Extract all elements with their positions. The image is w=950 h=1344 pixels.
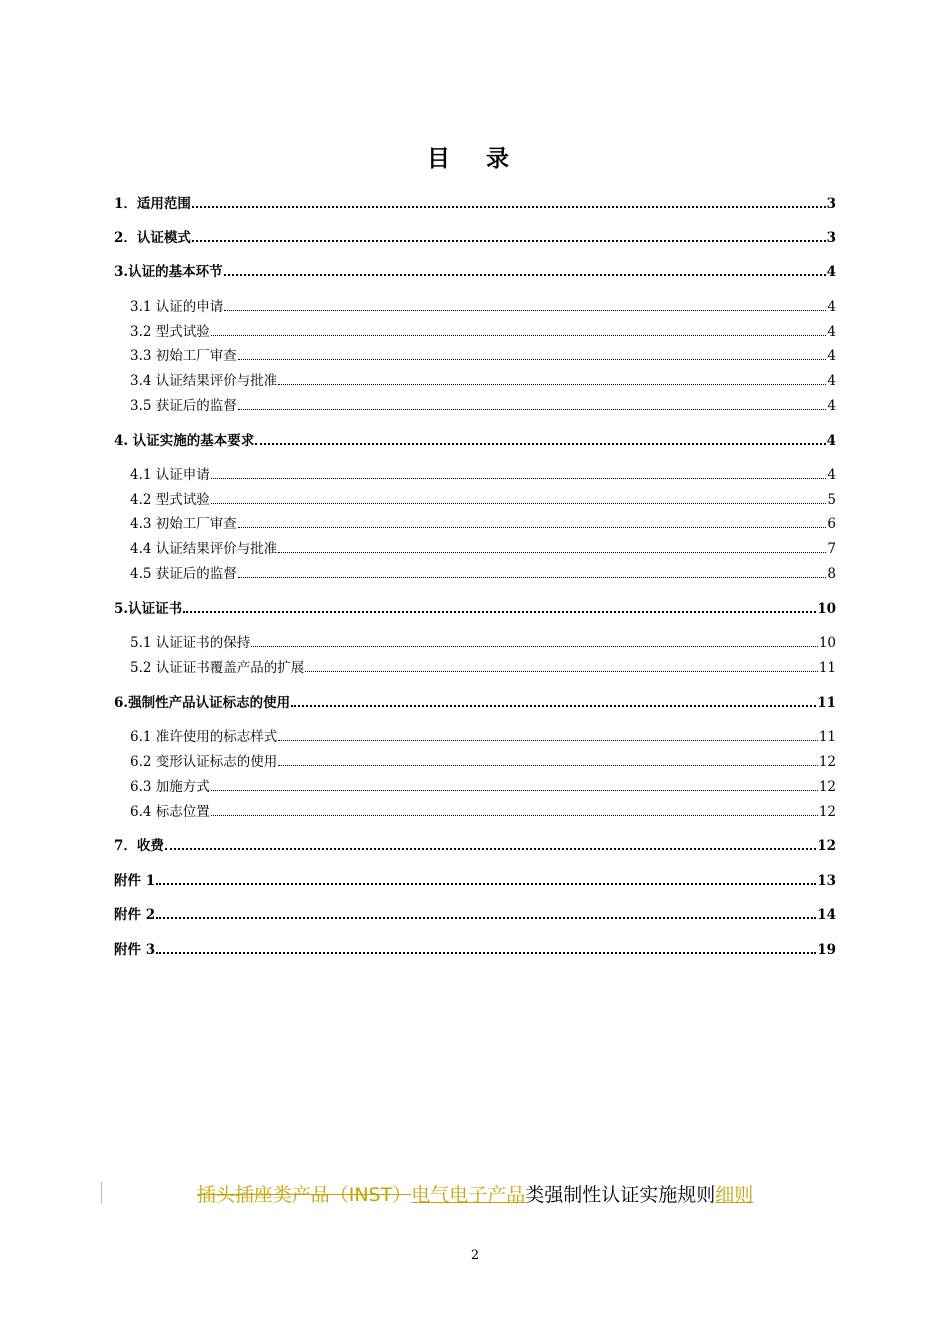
toc-entry-page: 4 [827, 348, 836, 364]
toc-entry[interactable] [130, 535, 836, 557]
toc-entry[interactable] [114, 258, 836, 280]
toc-entry-label: 4.4 认证结果评价与批准 [130, 541, 278, 557]
toc-entry[interactable] [130, 723, 836, 745]
toc-entry-label: 6.2 变形认证标志的使用 [130, 754, 278, 770]
toc-dot-leader [238, 526, 827, 528]
toc-dot-leader [192, 239, 826, 242]
toc-entry-label: 附件 3 [114, 942, 156, 958]
toc-entry-page: 11 [817, 695, 836, 711]
toc-entry-label: 3.2 型式试验 [130, 324, 210, 340]
toc-dot-leader [211, 814, 818, 816]
toc-entry-page: 6 [827, 516, 836, 532]
toc-entry-page: 10 [817, 601, 836, 617]
footer-text: 类强制性认证实施规则 [525, 1184, 716, 1206]
toc-entry-label: 5.1 认证证书的保持 [130, 635, 251, 651]
toc-entry-label: 6.1 准许使用的标志样式 [130, 729, 278, 745]
toc-entry[interactable] [114, 832, 836, 854]
toc-entry-label: 4.2 型式试验 [130, 492, 210, 508]
toc-entry[interactable] [130, 560, 836, 582]
toc-entry-label: 附件 1 [114, 873, 156, 889]
toc-entry-label: 5.2 认证证书覆盖产品的扩展 [130, 660, 305, 676]
inserted-suffix: 细则 [715, 1184, 754, 1206]
toc-entry-page: 19 [817, 942, 836, 958]
toc-dot-leader [278, 383, 826, 385]
toc-dot-leader [156, 916, 816, 919]
toc-entry[interactable] [114, 867, 836, 889]
toc-entry-page: 12 [817, 838, 836, 854]
toc-entry-page: 4 [826, 264, 836, 280]
toc-entry-page: 12 [818, 779, 836, 795]
toc-entry[interactable] [130, 629, 836, 651]
toc-dot-leader [183, 610, 816, 613]
toc-entry-page: 14 [817, 907, 836, 923]
deleted-text: 插头插座类产品（INST） [196, 1184, 412, 1206]
toc-entry[interactable] [130, 748, 836, 770]
toc-entry-label: 3.认证的基本环节 [114, 264, 223, 280]
toc-entry-label: 5.认证证书 [114, 601, 183, 617]
toc-entry-page: 4 [826, 433, 836, 449]
toc-entry[interactable] [130, 392, 836, 414]
toc-entry-page: 13 [817, 873, 836, 889]
toc-dot-leader [156, 882, 816, 885]
toc-title: 目 录 [426, 146, 523, 172]
toc-entry[interactable] [130, 342, 836, 364]
toc-entry[interactable] [114, 427, 836, 449]
toc-entry-page: 4 [827, 324, 836, 340]
toc-dot-leader [238, 408, 827, 410]
toc-dot-leader [291, 704, 816, 707]
toc-dot-leader [278, 551, 826, 553]
toc-dot-leader [278, 739, 818, 741]
toc-entry[interactable] [130, 318, 836, 340]
toc-entry[interactable] [130, 510, 836, 532]
toc-entry-label: 6.强制性产品认证标志的使用 [114, 695, 291, 711]
toc-entry[interactable] [130, 293, 836, 315]
toc-entry-page: 8 [827, 566, 836, 582]
toc-entry-page: 3 [826, 196, 836, 212]
document-footer-title [0, 1180, 950, 1207]
toc-dot-leader [238, 576, 827, 578]
toc-entry-page: 4 [827, 373, 836, 389]
toc-entry-page: 12 [818, 804, 836, 820]
toc-dot-leader [305, 670, 818, 672]
toc-entry-page: 12 [818, 754, 836, 770]
toc-entry[interactable] [130, 654, 836, 676]
toc-entry[interactable] [130, 773, 836, 795]
toc-entry[interactable] [114, 190, 836, 212]
toc-entry-label: 4.5 获证后的监督 [130, 566, 237, 582]
toc-entry-page: 4 [827, 398, 836, 414]
toc-dot-leader [278, 764, 818, 766]
toc-entry-label: 6.4 标志位置 [130, 804, 210, 820]
toc-dot-leader [211, 789, 818, 791]
toc-dot-leader [211, 477, 827, 479]
toc-entry-label: 7．收费 [114, 838, 164, 854]
toc-entry-label: 1．适用范围 [114, 196, 191, 212]
toc-entry-page: 10 [818, 635, 836, 651]
toc-entry[interactable] [130, 461, 836, 483]
toc-entry-label: 3.1 认证的申请 [130, 299, 224, 315]
toc-dot-leader [192, 205, 826, 208]
toc-entry[interactable] [114, 901, 836, 923]
toc-entry-page: 11 [818, 660, 836, 676]
toc-entry[interactable] [114, 224, 836, 246]
toc-entry-label: 附件 2 [114, 907, 156, 923]
toc-dot-leader [165, 847, 816, 850]
toc-entry-page: 7 [827, 541, 836, 557]
toc-entry[interactable] [130, 486, 836, 508]
toc-entry-page: 3 [826, 230, 836, 246]
toc-dot-leader [224, 309, 826, 311]
toc-dot-leader [211, 334, 827, 336]
toc-entry-label: 3.3 初始工厂审查 [130, 348, 237, 364]
toc-entry-label: 6.3 加施方式 [130, 779, 210, 795]
toc-dot-leader [238, 358, 827, 360]
toc-entry-label: 3.4 认证结果评价与批准 [130, 373, 278, 389]
toc-dot-leader [224, 273, 826, 276]
toc-dot-leader [255, 442, 825, 445]
toc-entry-label: 4.3 初始工厂审查 [130, 516, 237, 532]
toc-entry-page: 4 [827, 299, 836, 315]
toc-dot-leader [211, 502, 827, 504]
inserted-text: 电气电子产品 [411, 1184, 526, 1206]
toc-entry-page: 11 [818, 729, 836, 745]
toc-entry-page: 5 [827, 492, 836, 508]
toc-entry-label: 2．认证模式 [114, 230, 191, 246]
toc-entry-label: 4. 认证实施的基本要求 [114, 433, 255, 449]
toc-entry[interactable] [114, 936, 836, 958]
toc-entry[interactable] [130, 367, 836, 389]
toc-entry[interactable] [130, 798, 836, 820]
page-number: 2 [470, 1248, 480, 1263]
toc-entry[interactable] [114, 689, 836, 711]
toc-dot-leader [156, 951, 816, 954]
toc-entry-page: 4 [827, 467, 836, 483]
toc-entry-label: 4.1 认证申请 [130, 467, 210, 483]
toc-entry-label: 3.5 获证后的监督 [130, 398, 237, 414]
toc-entry[interactable] [114, 595, 836, 617]
toc-dot-leader [251, 645, 818, 647]
